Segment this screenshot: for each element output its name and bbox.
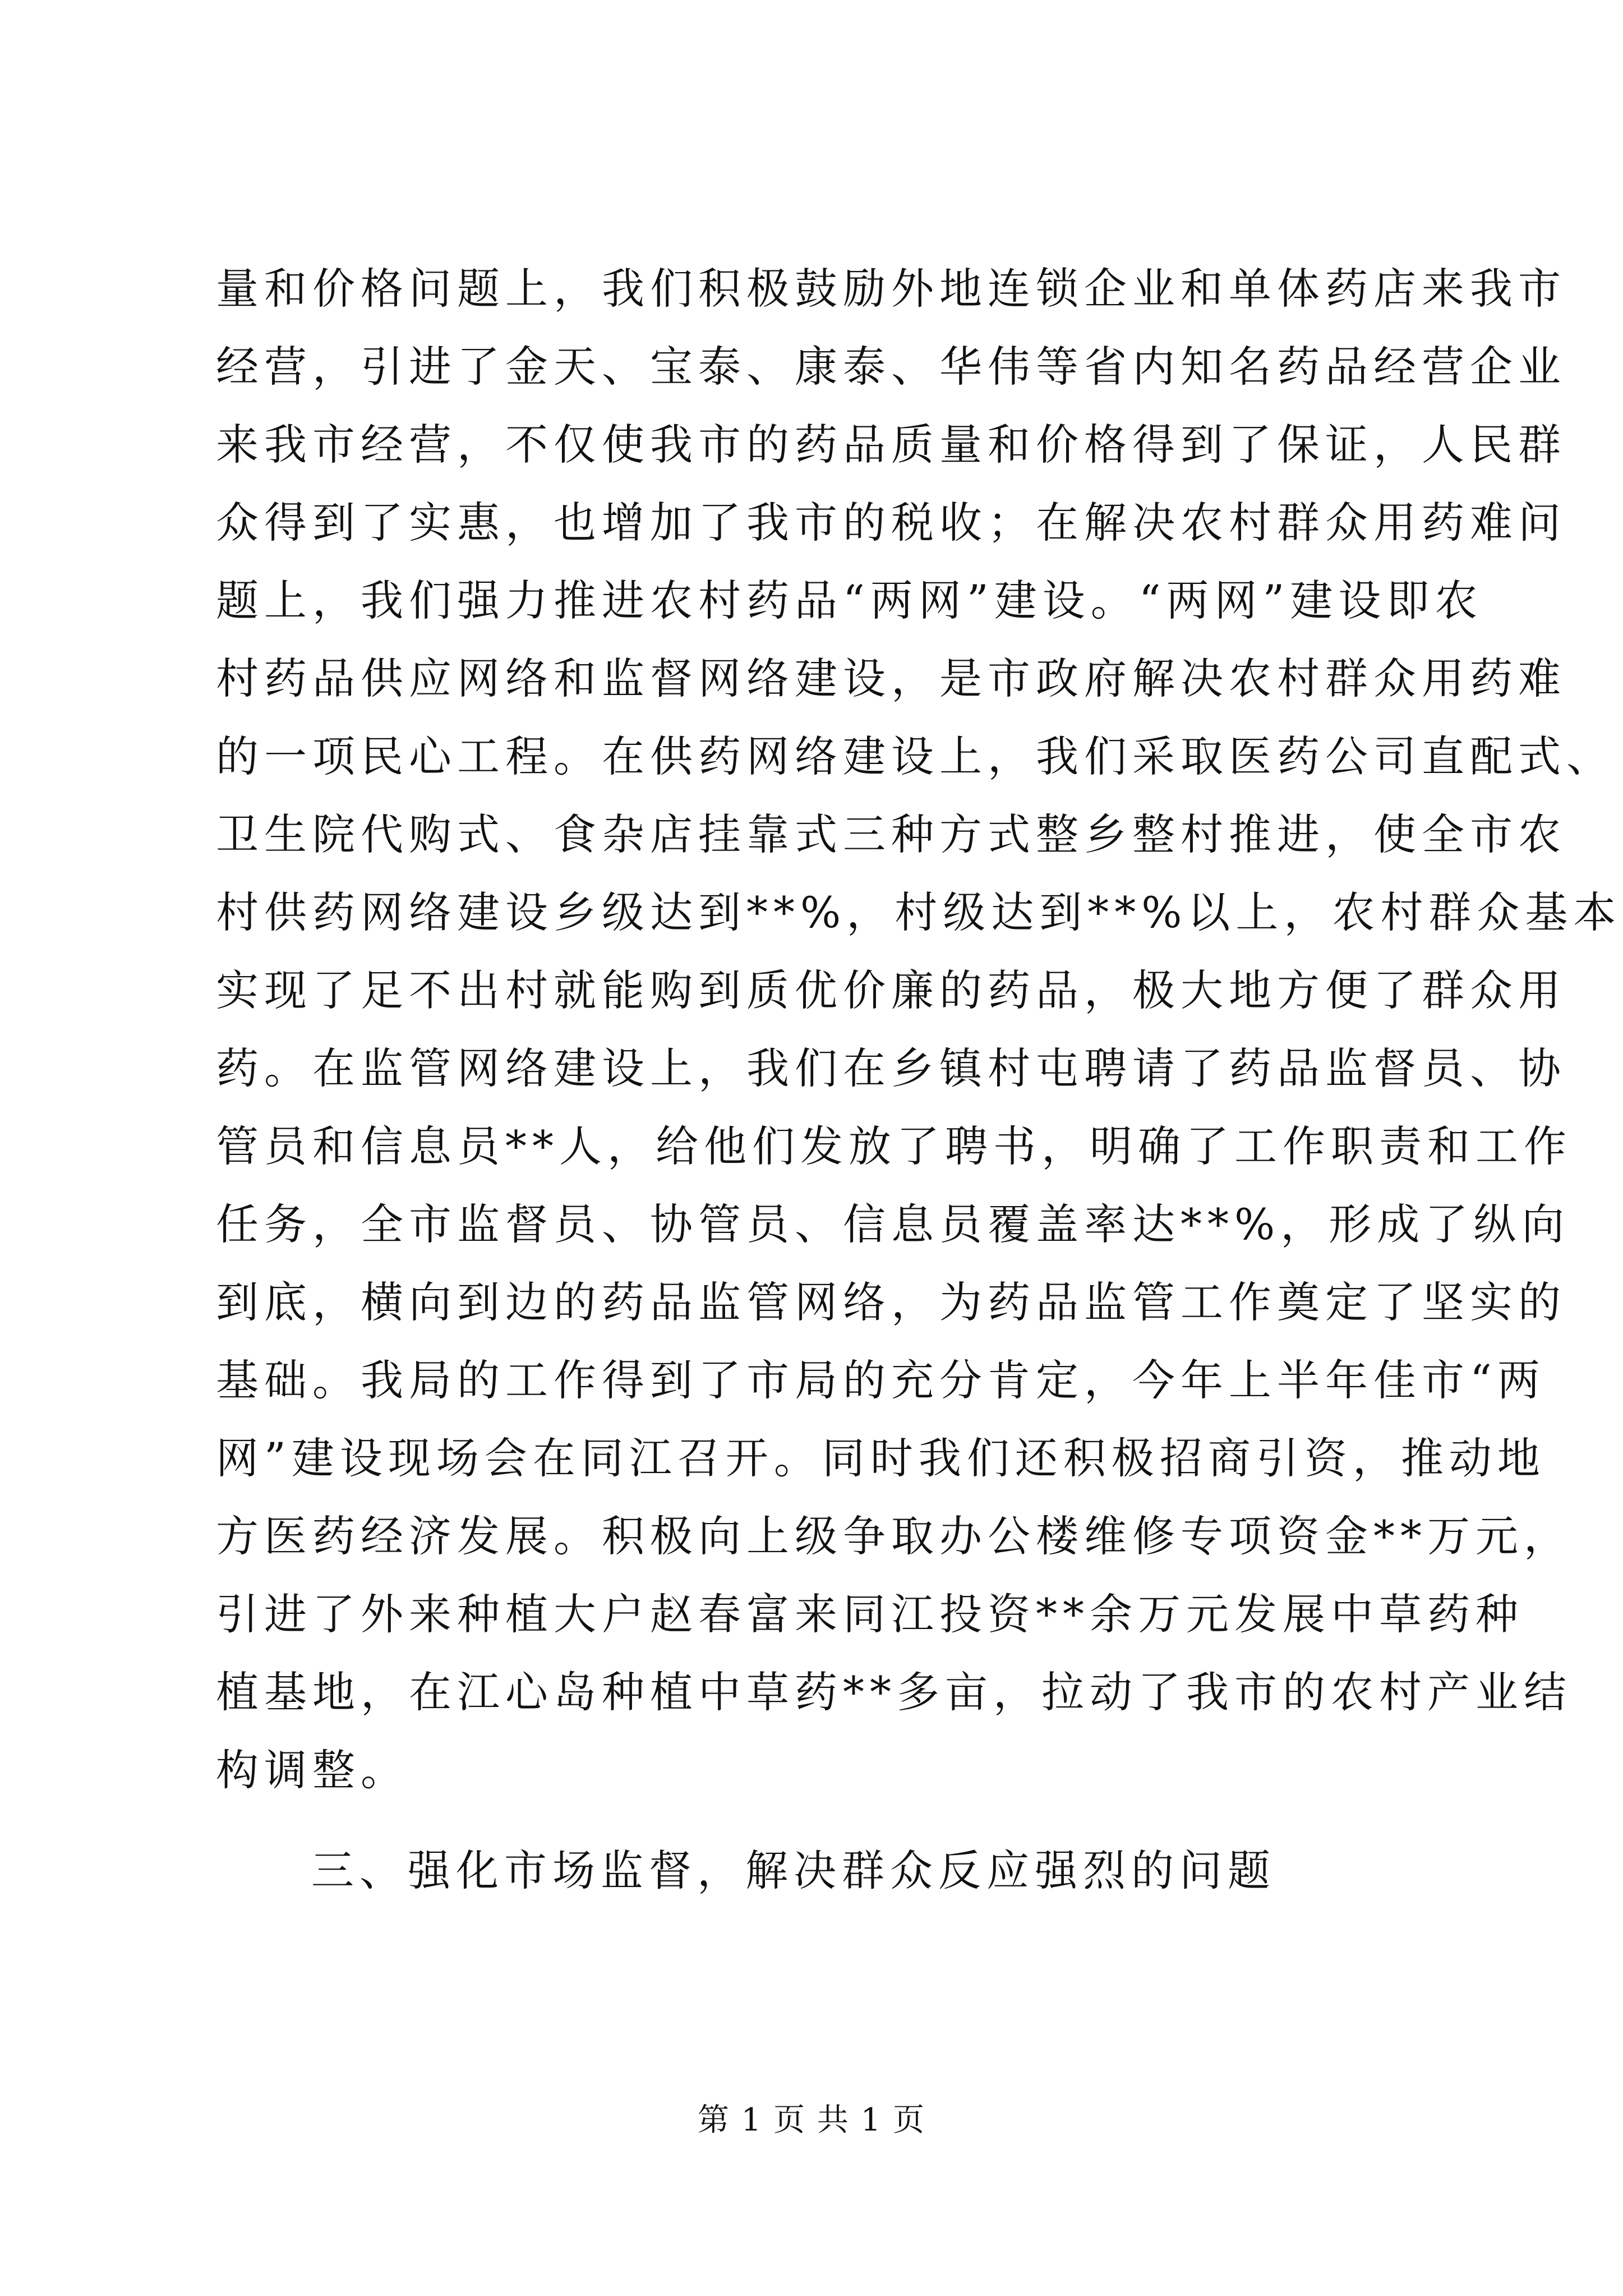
body-line: 卫生院代购式、食杂店挂靠式三种方式整乡整村推进，使全市农: [216, 809, 1566, 859]
body-line: 实现了足不出村就能购到质优价廉的药品，极大地方便了群众用: [216, 965, 1566, 1015]
body-line: 来我市经营，不仅使我市的药品质量和价格得到了保证，人民群: [216, 420, 1566, 470]
body-line: 到底，横向到边的药品监管网络，为药品监管工作奠定了坚实的: [216, 1277, 1566, 1327]
body-line: 村药品供应网络和监督网络建设，是市政府解决农村群众用药难: [216, 654, 1566, 703]
body-line: 构调整。: [216, 1745, 409, 1795]
body-line: 众得到了实惠，也增加了我市的税收；在解决农村群众用药难问: [216, 498, 1566, 547]
body-line: 村供药网络建设乡级达到**%，村级达到**%以上，农村群众基本: [216, 887, 1622, 937]
body-line: 药。在监管网络建设上，我们在乡镇村屯聘请了药品监督员、协: [216, 1043, 1566, 1093]
document-body: [216, 250, 1622, 1910]
page-footer: 第 1 页 共 1 页: [697, 2102, 926, 2138]
section-heading: 三、强化市场监督，解决群众反应强烈的问题: [311, 1846, 1276, 1895]
body-line: 植基地，在江心岛种植中草药**多亩，拉动了我市的农村产业结: [216, 1667, 1572, 1717]
body-line: 的一项民心工程。在供药网络建设上，我们采取医药公司直配式、: [216, 731, 1615, 781]
body-line: 经营，引进了金天、宝泰、康泰、华伟等省内知名药品经营企业: [216, 342, 1566, 392]
body-line: 题上，我们强力推进农村药品“两网”建设。“两网”建设即农: [216, 576, 1483, 625]
body-line: 量和价格问题上，我们积极鼓励外地连锁企业和单体药店来我市: [216, 264, 1566, 314]
body-line: 任务，全市监督员、协管员、信息员覆盖率达**%，形成了纵向: [216, 1199, 1570, 1249]
body-line: 管员和信息员**人，给他们发放了聘书，明确了工作职责和工作: [216, 1121, 1572, 1171]
body-line: 方医药经济发展。积极向上级争取办公楼维修专项资金**万元，: [216, 1511, 1572, 1561]
body-line: 网”建设现场会在同江召开。同时我们还积极招商引资，推动地: [216, 1433, 1546, 1483]
body-line: 基础。我局的工作得到了市局的充分肯定，今年上半年佳市“两: [216, 1355, 1546, 1405]
body-line: 引进了外来种植大户赵春富来同江投资**余万元发展中草药种: [216, 1589, 1524, 1639]
